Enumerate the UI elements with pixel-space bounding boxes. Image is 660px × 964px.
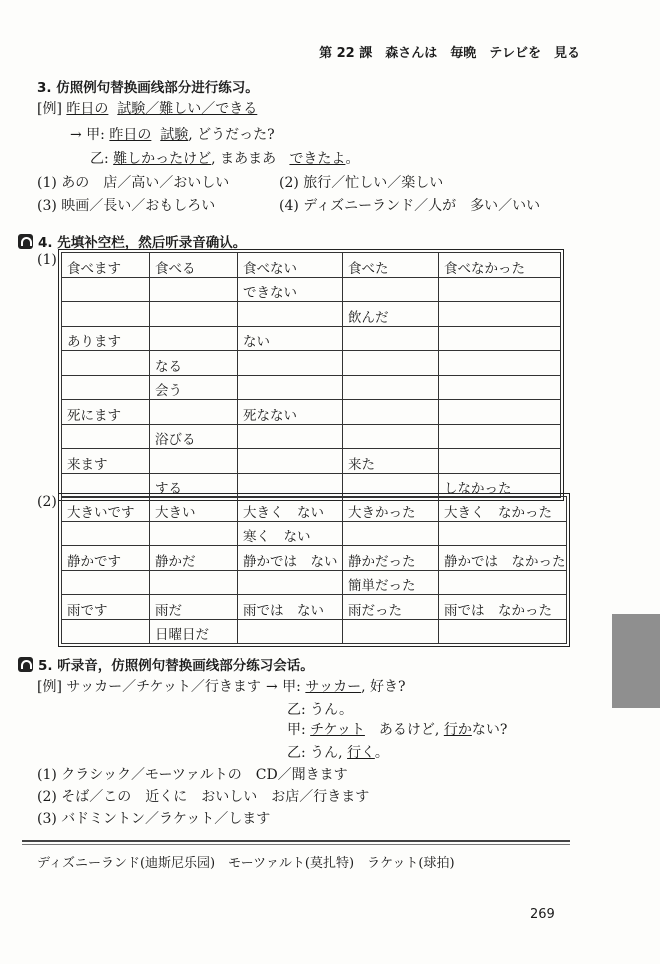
footnote-divider-thin	[22, 844, 570, 845]
adjective-row-cell	[439, 619, 567, 644]
adjective-row-cell: 大きいです	[62, 497, 150, 522]
verb-row-cell	[439, 351, 561, 376]
verb-row-cell	[150, 302, 238, 327]
adjective-row-cell	[150, 521, 238, 546]
adjective-row-cell	[62, 619, 150, 644]
adjective-row-cell: 簡単だった	[343, 570, 439, 595]
adjective-row-cell: 日曜日だ	[150, 619, 238, 644]
headphones-icon	[18, 234, 33, 249]
ex3-example-cue	[37, 98, 257, 118]
ex5-example-text: サッカー／チケット／行きます	[66, 679, 261, 695]
verb-row	[62, 400, 561, 425]
side-tab	[612, 614, 660, 708]
headphones-icon	[18, 657, 33, 672]
verb-row-cell: 飲んだ	[343, 302, 439, 327]
ex5-l3-mid: あるけど,	[364, 722, 440, 738]
ex3-b-end: 。	[345, 151, 360, 167]
adjective-row-cell: 静かでは ない	[238, 546, 343, 571]
ex5-l4-end: 。	[374, 745, 389, 761]
ex5-heading	[18, 654, 314, 674]
ex3-item-1: (1) あの 店／高い／おいしい	[37, 175, 230, 191]
adjective-row	[62, 521, 567, 546]
verb-row-cell	[439, 375, 561, 400]
ex4-table1-label: (1)	[37, 252, 57, 268]
verb-row-cell	[343, 326, 439, 351]
verb-row-cell: 死にます	[62, 400, 150, 425]
ex5-l4-underline: 行く	[347, 745, 375, 761]
adjective-row-cell: 大きい	[150, 497, 238, 522]
adjective-forms-grid	[61, 496, 567, 644]
verb-row-cell	[238, 375, 343, 400]
ex3-b-prefix: 乙:	[90, 151, 109, 167]
ex5-l3-prefix: 甲:	[287, 722, 306, 738]
verb-row-cell	[439, 400, 561, 425]
ex5-line-4	[287, 742, 389, 762]
ex3-item-3: (3) 映画／長い／おもしろい	[37, 198, 216, 214]
verb-row-cell	[439, 424, 561, 449]
adjective-row	[62, 595, 567, 620]
verb-row-cell	[62, 351, 150, 376]
verb-row-cell: 食べない	[238, 253, 343, 278]
verb-row	[62, 253, 561, 278]
adjective-row-cell: 静かでは なかった	[439, 546, 567, 571]
ex4-heading	[18, 231, 246, 251]
ex5-title: 5. 听录音，仿照例句替换画线部分练习会话。	[38, 658, 314, 674]
verb-row-cell: できない	[238, 277, 343, 302]
adjective-row	[62, 497, 567, 522]
ex3-item-4: (4) ディズニーランド／人が 多い／いい	[279, 198, 541, 214]
verb-row-cell	[150, 277, 238, 302]
ex5-l3-underline-1: チケット	[310, 722, 365, 738]
ex3-a-u2: 試験	[160, 127, 189, 143]
ex5-item-1: (1) クラシック／モーツァルトの CD／聞きます	[37, 767, 348, 783]
adjective-row-cell: 静かだった	[343, 546, 439, 571]
ex3-a-u1: 昨日の	[109, 127, 152, 143]
ex5-line-3	[287, 719, 507, 739]
verb-row-cell	[238, 424, 343, 449]
adjective-row-cell	[343, 521, 439, 546]
adjective-row-cell: 雨です	[62, 595, 150, 620]
ex3-example-cue-1: 昨日の	[66, 101, 109, 117]
verb-row-cell: ない	[238, 326, 343, 351]
adjective-row-cell: 雨では なかった	[439, 595, 567, 620]
ex3-example-cue-2: 試験／難しい／できる	[117, 101, 258, 117]
ex5-l3-end: ない?	[471, 722, 508, 738]
verb-row	[62, 449, 561, 474]
ex5-l1-underline: サッカー	[305, 679, 362, 695]
ex3-example-prefix: [例]	[37, 101, 62, 117]
verb-row-cell	[150, 400, 238, 425]
ex5-line-1	[266, 676, 406, 696]
verb-row	[62, 277, 561, 302]
verb-row-cell	[150, 449, 238, 474]
adjective-forms-table	[58, 493, 570, 647]
ex3-b-u2: できたよ	[289, 151, 346, 167]
ex5-l1-rest: , 好き?	[361, 679, 406, 695]
verb-row-cell: する	[150, 473, 238, 498]
verb-row-cell	[238, 351, 343, 376]
adjective-row	[62, 570, 567, 595]
verb-row-cell: しなかった	[439, 473, 561, 498]
ex5-example-prefix: [例]	[37, 679, 62, 695]
verb-row-cell	[439, 277, 561, 302]
ex5-item-3: (3) バドミントン／ラケット／します	[37, 811, 271, 827]
ex3-a-prefix: → 甲:	[70, 127, 105, 143]
verb-row-cell: なる	[150, 351, 238, 376]
verb-row-cell: 食べる	[150, 253, 238, 278]
verb-row-cell	[238, 302, 343, 327]
adjective-row-cell	[62, 521, 150, 546]
adjective-row-cell	[62, 570, 150, 595]
verb-row	[62, 375, 561, 400]
verb-row-cell	[62, 424, 150, 449]
verb-row-cell	[343, 375, 439, 400]
ex3-b-mid: , まあまあ	[211, 151, 277, 167]
ex5-l1-prefix: → 甲:	[266, 679, 301, 695]
adjective-row-cell	[150, 570, 238, 595]
ex4-table2-label: (2)	[37, 494, 57, 510]
ex3-example-a	[70, 124, 275, 144]
adjective-row-cell: 大きく なかった	[439, 497, 567, 522]
verb-row-cell: 浴びる	[150, 424, 238, 449]
footnote-divider	[22, 840, 570, 842]
adjective-row-cell: 大きかった	[343, 497, 439, 522]
verb-row-cell: 死なない	[238, 400, 343, 425]
verb-row-cell	[343, 277, 439, 302]
verb-row-cell: あります	[62, 326, 150, 351]
ex5-l3-underline-2: 行か	[443, 722, 472, 738]
verb-row-cell: 来た	[343, 449, 439, 474]
verb-row	[62, 326, 561, 351]
ex5-example-cue	[37, 676, 261, 696]
ex5-l4-prefix: 乙: うん,	[287, 745, 343, 761]
adjective-row-cell: 雨だ	[150, 595, 238, 620]
verb-row-cell	[62, 302, 150, 327]
verb-row	[62, 351, 561, 376]
adjective-row-cell: 寒く ない	[238, 521, 343, 546]
verb-row-cell	[343, 400, 439, 425]
adjective-row	[62, 546, 567, 571]
verb-row-cell	[439, 326, 561, 351]
ex3-item-2: (2) 旅行／忙しい／楽しい	[279, 175, 444, 191]
page-number: 269	[530, 907, 555, 922]
verb-row-cell	[343, 424, 439, 449]
ex3-a-rest: , どうだった?	[188, 127, 275, 143]
verb-row-cell: 食べなかった	[439, 253, 561, 278]
ex4-title: 4. 先填补空栏，然后听录音确认。	[38, 235, 247, 251]
verb-row-cell: 食べた	[343, 253, 439, 278]
adjective-row-cell: 静かだ	[150, 546, 238, 571]
adjective-row-cell: 雨では ない	[238, 595, 343, 620]
verb-forms-grid	[61, 252, 561, 498]
adjective-row-cell	[238, 570, 343, 595]
adjective-row-cell: 静かです	[62, 546, 150, 571]
verb-row-cell	[62, 277, 150, 302]
verb-row	[62, 302, 561, 327]
verb-row-cell	[343, 351, 439, 376]
ex5-item-2: (2) そば／この 近くに おいしい お店／行きます	[37, 789, 370, 805]
ex5-line-2: 乙: うん。	[287, 702, 354, 718]
adjective-row-cell: 雨だった	[343, 595, 439, 620]
verb-forms-table	[58, 249, 564, 501]
verb-row-cell	[439, 449, 561, 474]
verb-row-cell: 会う	[150, 375, 238, 400]
verb-row-cell: 来ます	[62, 449, 150, 474]
adjective-row	[62, 619, 567, 644]
adjective-row-cell	[238, 619, 343, 644]
verb-row-cell	[150, 326, 238, 351]
ex3-example-b	[90, 148, 359, 168]
verb-row-cell: 食べます	[62, 253, 150, 278]
verb-row-cell	[238, 449, 343, 474]
verb-row-cell	[439, 302, 561, 327]
adjective-row-cell: 大きく ない	[238, 497, 343, 522]
verb-row	[62, 424, 561, 449]
adjective-row-cell	[439, 521, 567, 546]
ex3-b-u1: 難しかったけど	[113, 151, 212, 167]
vocabulary-footnote: ディズニーランド(迪斯尼乐园) モーツァルト(莫扎特) ラケット(球拍)	[37, 856, 455, 871]
adjective-row-cell	[439, 570, 567, 595]
verb-row-cell	[62, 375, 150, 400]
chapter-header: 第 22 課 森さんは 毎晩 テレビを 見る	[319, 46, 580, 61]
ex3-title: 3. 仿照例句替换画线部分进行练习。	[37, 80, 259, 96]
adjective-row-cell	[343, 619, 439, 644]
